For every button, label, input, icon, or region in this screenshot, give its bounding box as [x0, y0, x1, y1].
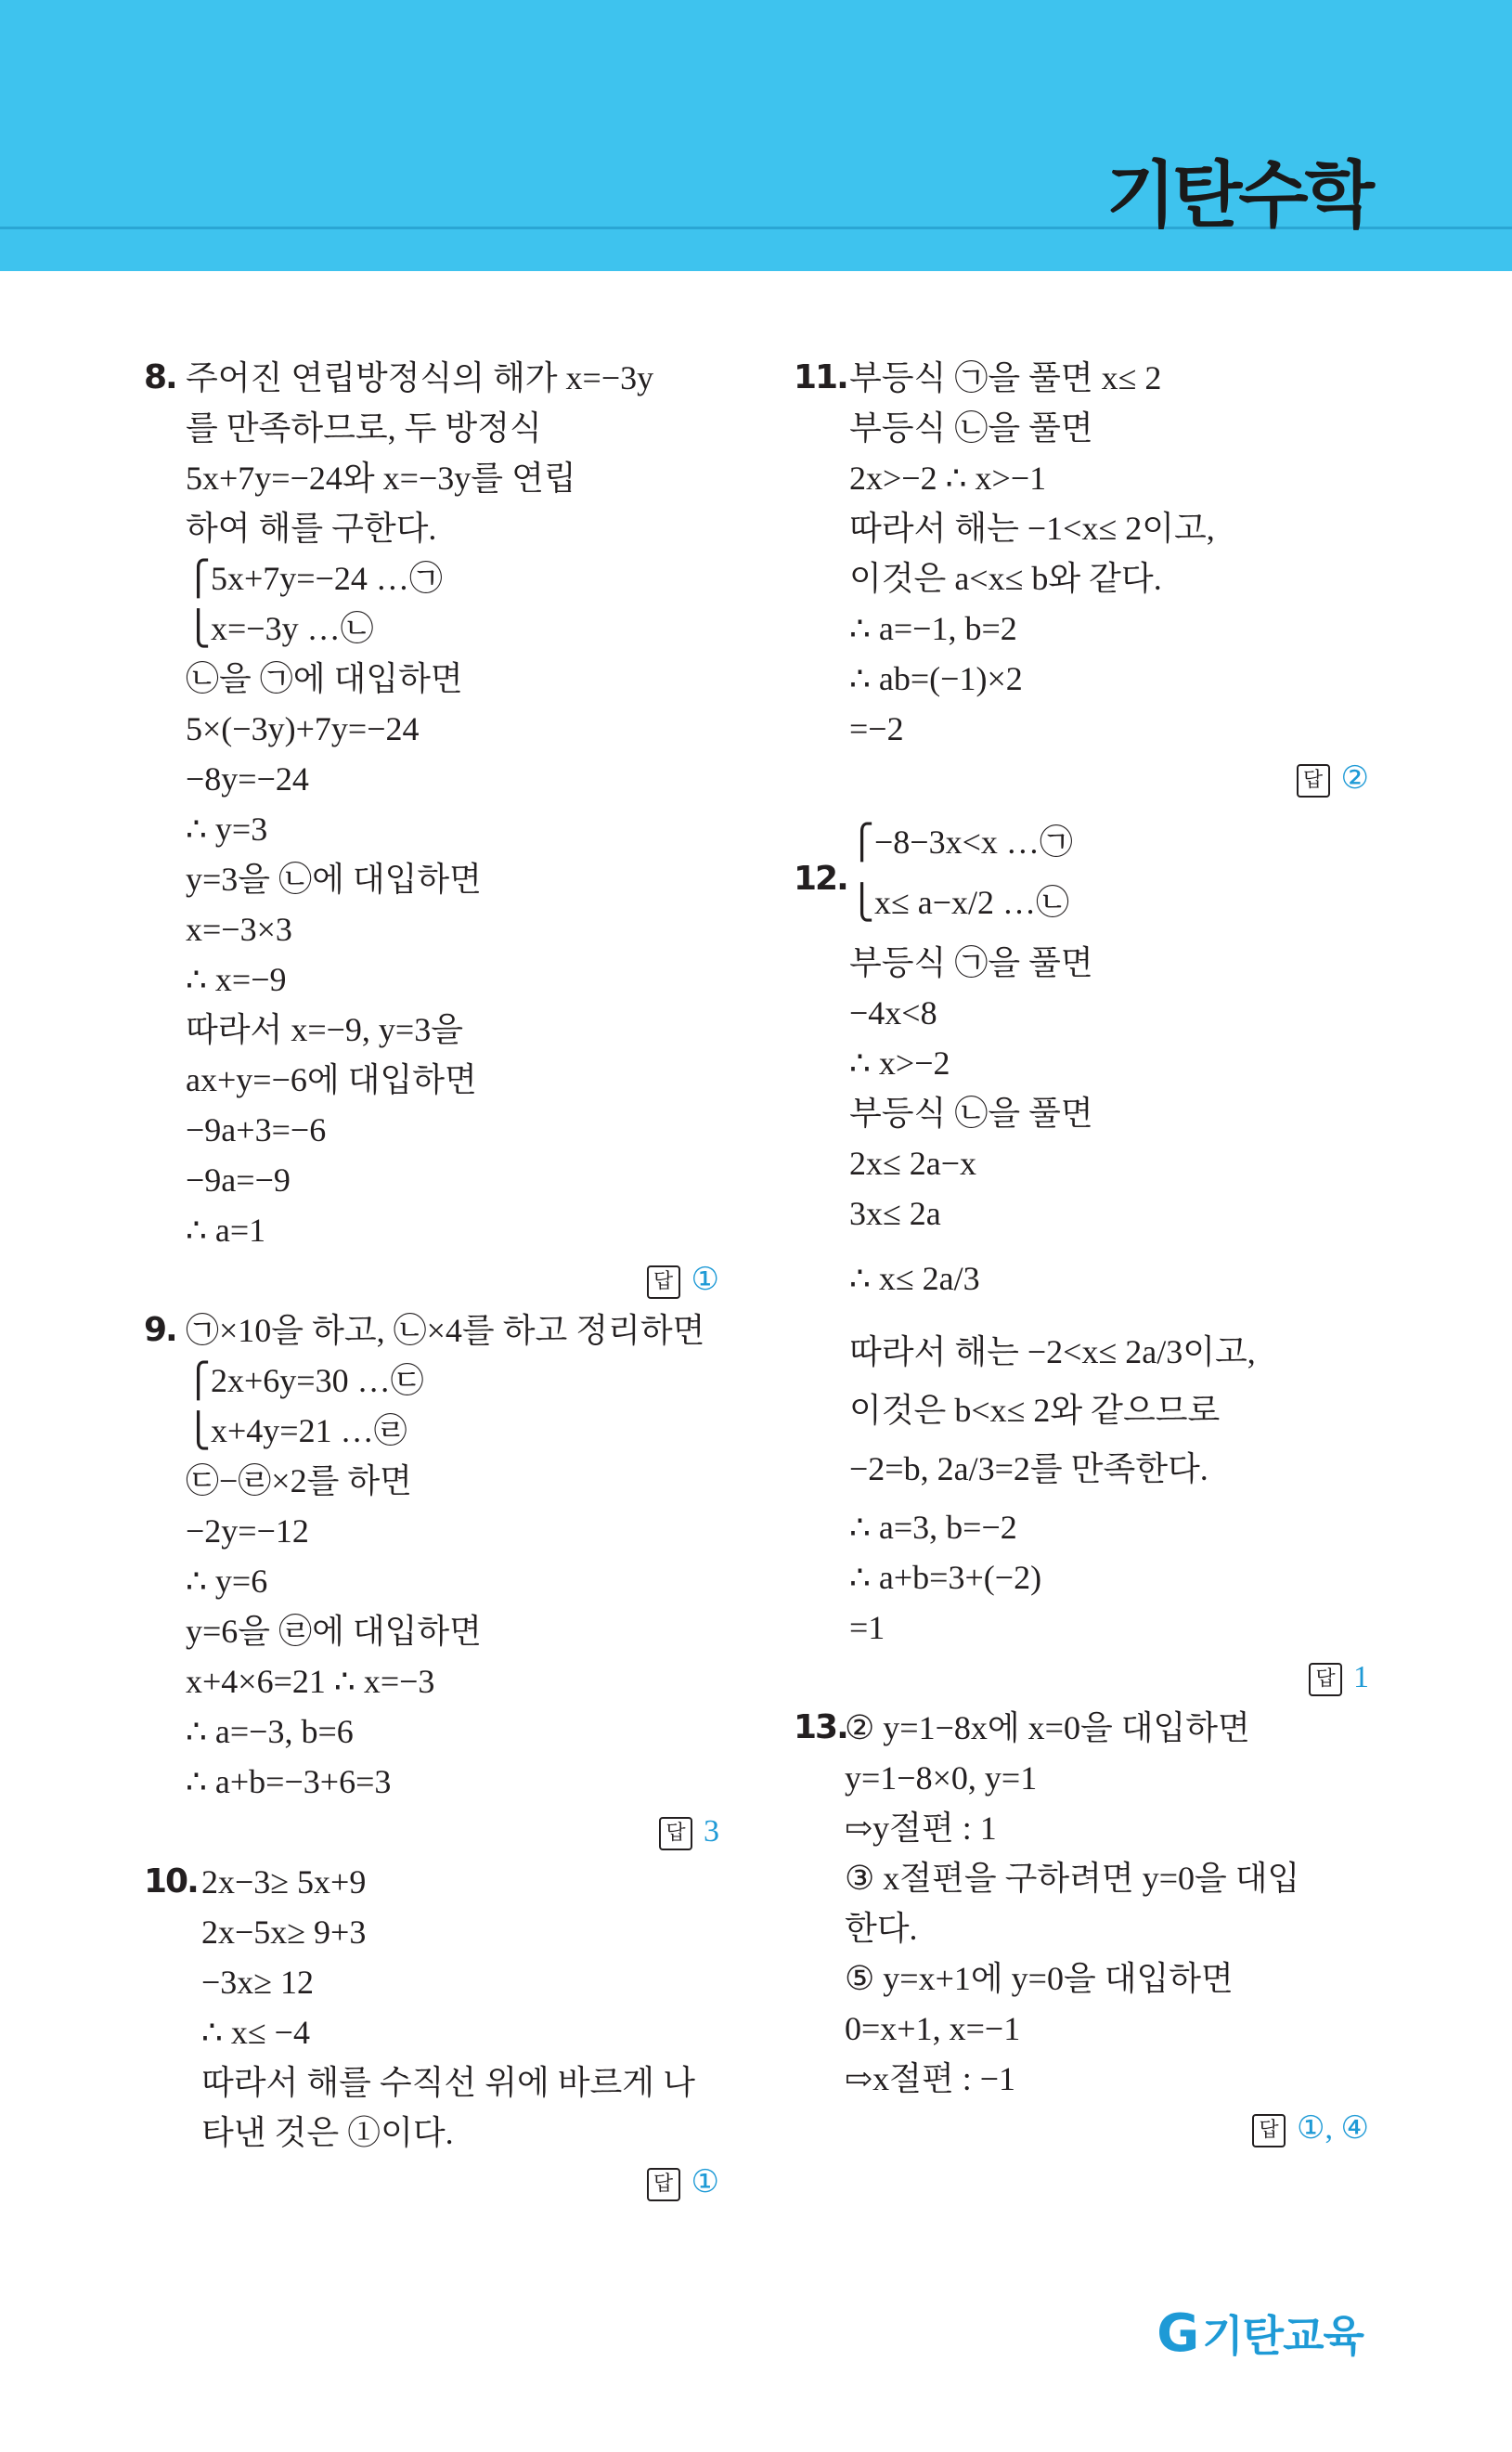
solution-line: −2=b, 2a/3=2를 만족한다.	[849, 1450, 1208, 1487]
problem-13	[794, 1703, 1369, 2154]
solution-line: ∴ x=−9	[186, 961, 287, 998]
solution-line: ax+y=−6에 대입하면	[186, 1061, 477, 1098]
problem-8	[144, 353, 719, 1305]
solution-line: 5×(−3y)+7y=−24	[186, 710, 420, 747]
solution-line: 따라서 해를 수직선 위에 바르게 나	[201, 2064, 695, 2101]
brand-logo: 기탄수학	[1105, 154, 1371, 238]
solution-line: ⑤ y=x+1에 y=0을 대입하면	[845, 1960, 1234, 1997]
solution-line: ∴ a+b=3+(−2)	[849, 1559, 1042, 1596]
solution-line: 부등식 ㉡을 풀면	[849, 409, 1093, 447]
answer-value: 1	[1353, 1660, 1369, 1694]
solution-line: 2x−5x≥ 9+3	[201, 1914, 367, 1951]
answer-row	[794, 754, 1369, 804]
solution-line: 부등식 ㉠을 풀면	[849, 944, 1093, 981]
solution-line: ⎧2x+6y=30 …㉢	[186, 1362, 424, 1399]
problem-number: 11.	[794, 358, 847, 396]
solution-line: 따라서 해는 −2<x≤ 2a/3이고,	[849, 1333, 1256, 1370]
answer-tag: 답	[1297, 764, 1330, 798]
solution-line: =−2	[849, 710, 904, 747]
solution-line: ∴ x>−2	[849, 1044, 950, 1082]
answer-tag: 답	[1309, 1663, 1342, 1696]
g-logo-icon: G	[1157, 2303, 1199, 2364]
solution-line: ⎩x≤ a−x/2 …㉡	[849, 884, 1070, 921]
solution-line: 주어진 연립방정식의 해가 x=−3y	[186, 359, 654, 396]
solution-line: ∴ ab=(−1)×2	[849, 660, 1023, 697]
solution-line: ㉠×10을 하고, ㉡×4를 하고 정리하면	[186, 1312, 705, 1349]
solution-line: ③ x절편을 구하려면 y=0을 대입	[845, 1860, 1300, 1897]
solution-line: ∴ y=3	[186, 811, 268, 848]
answer-row	[144, 1255, 719, 1305]
right-column	[794, 353, 1369, 2154]
answer-value: ②	[1340, 761, 1369, 796]
problem-number: 12.	[794, 860, 847, 898]
solution-line: 한다.	[845, 1910, 918, 1947]
solution-line: 2x−3≥ 5x+9	[201, 1863, 367, 1901]
solution-line: −9a=−9	[186, 1161, 291, 1199]
solution-line: ⎩x=−3y …㉡	[186, 610, 374, 647]
answer-value: ①, ④	[1297, 2111, 1369, 2146]
problem-number: 9.	[144, 1311, 176, 1349]
solution-line: 이것은 b<x≤ 2와 같으므로	[849, 1392, 1221, 1429]
solution-line: y=6을 ㉣에 대입하면	[186, 1613, 482, 1650]
solution-line: ⇨x절편 : −1	[845, 2060, 1016, 2097]
answer-value: 3	[704, 1814, 719, 1849]
solution-line: ∴ a=1	[186, 1212, 266, 1249]
problem-9	[144, 1305, 719, 1857]
answer-tag: 답	[1252, 2114, 1286, 2147]
footer-logo	[1157, 2303, 1363, 2364]
problem-10	[144, 1857, 719, 2208]
footer-logo-text: 기탄교육	[1202, 2311, 1363, 2361]
answer-value: ①	[691, 1263, 719, 1297]
problem-number: 13.	[794, 1708, 847, 1746]
solution-line: 0=x+1, x=−1	[845, 2010, 1021, 2047]
solution-line: ∴ a=3, b=−2	[849, 1509, 1017, 1546]
problem-number: 8.	[144, 358, 176, 396]
answer-tag: 답	[647, 2168, 680, 2201]
answer-row	[794, 2104, 1369, 2154]
answer-row	[144, 2158, 719, 2208]
left-column	[144, 353, 719, 2208]
solution-line: 부등식 ㉡을 풀면	[849, 1095, 1093, 1132]
solution-line: ⎧5x+7y=−24 …㉠	[186, 560, 443, 597]
answer-tag: 답	[659, 1817, 692, 1850]
answer-value: ①	[691, 2165, 719, 2199]
solution-line: x+4×6=21 ∴ x=−3	[186, 1663, 435, 1700]
solution-line: ∴ x≤ −4	[201, 2014, 310, 2051]
solution-line: ∴ a=−3, b=6	[186, 1713, 354, 1750]
solution-line: ⎧−8−3x<x …㉠	[849, 824, 1073, 861]
solution-line: 3x≤ 2a	[849, 1195, 941, 1232]
solution-line: ⇨y절편 : 1	[845, 1810, 997, 1847]
solution-line: ∴ a=−1, b=2	[849, 610, 1017, 647]
answer-tag: 답	[647, 1265, 680, 1299]
solution-line: ② y=1−8x에 x=0을 대입하면	[845, 1709, 1250, 1746]
solution-line: y=3을 ㉡에 대입하면	[186, 861, 482, 898]
solution-line: 2x≤ 2a−x	[849, 1145, 977, 1182]
solution-line: −4x<8	[849, 994, 937, 1031]
solution-line: 따라서 해는 −1<x≤ 2이고,	[849, 510, 1215, 547]
solution-line: x=−3×3	[186, 911, 292, 948]
solution-line: ㉢−㉣×2를 하면	[186, 1462, 412, 1499]
solution-line: ㉡을 ㉠에 대입하면	[186, 660, 463, 697]
solution-line: =1	[849, 1609, 885, 1646]
solution-line: 부등식 ㉠을 풀면 x≤ 2	[849, 359, 1162, 396]
solution-line: ∴ x≤ 2a/3	[849, 1260, 980, 1297]
solution-line: 를 만족하므로, 두 방정식	[186, 409, 542, 447]
problem-12	[794, 817, 1369, 1703]
answer-row	[144, 1807, 719, 1857]
solution-line: 이것은 a<x≤ b와 같다.	[849, 560, 1162, 597]
solution-line: 타낸 것은 ①이다.	[201, 2114, 454, 2151]
solution-line: 5x+7y=−24와 x=−3y를 연립	[186, 460, 576, 497]
problem-11	[794, 353, 1369, 804]
solution-line: 따라서 x=−9, y=3을	[186, 1011, 464, 1048]
solution-line: −8y=−24	[186, 760, 309, 798]
solution-line: 하여 해를 구한다.	[186, 510, 437, 547]
problem-number: 10.	[144, 1862, 198, 1901]
header-banner	[0, 0, 1512, 271]
answer-row	[794, 1653, 1369, 1703]
solution-line: −9a+3=−6	[186, 1111, 327, 1148]
solution-line: −3x≥ 12	[201, 1964, 315, 2001]
solution-line: y=1−8×0, y=1	[845, 1759, 1038, 1797]
solution-line: 2x>−2 ∴ x>−1	[849, 460, 1047, 497]
solution-line: ⎩x+4y=21 …㉣	[186, 1412, 407, 1449]
solution-line: ∴ a+b=−3+6=3	[186, 1763, 392, 1800]
solution-line: −2y=−12	[186, 1512, 309, 1550]
solution-line: ∴ y=6	[186, 1563, 268, 1600]
